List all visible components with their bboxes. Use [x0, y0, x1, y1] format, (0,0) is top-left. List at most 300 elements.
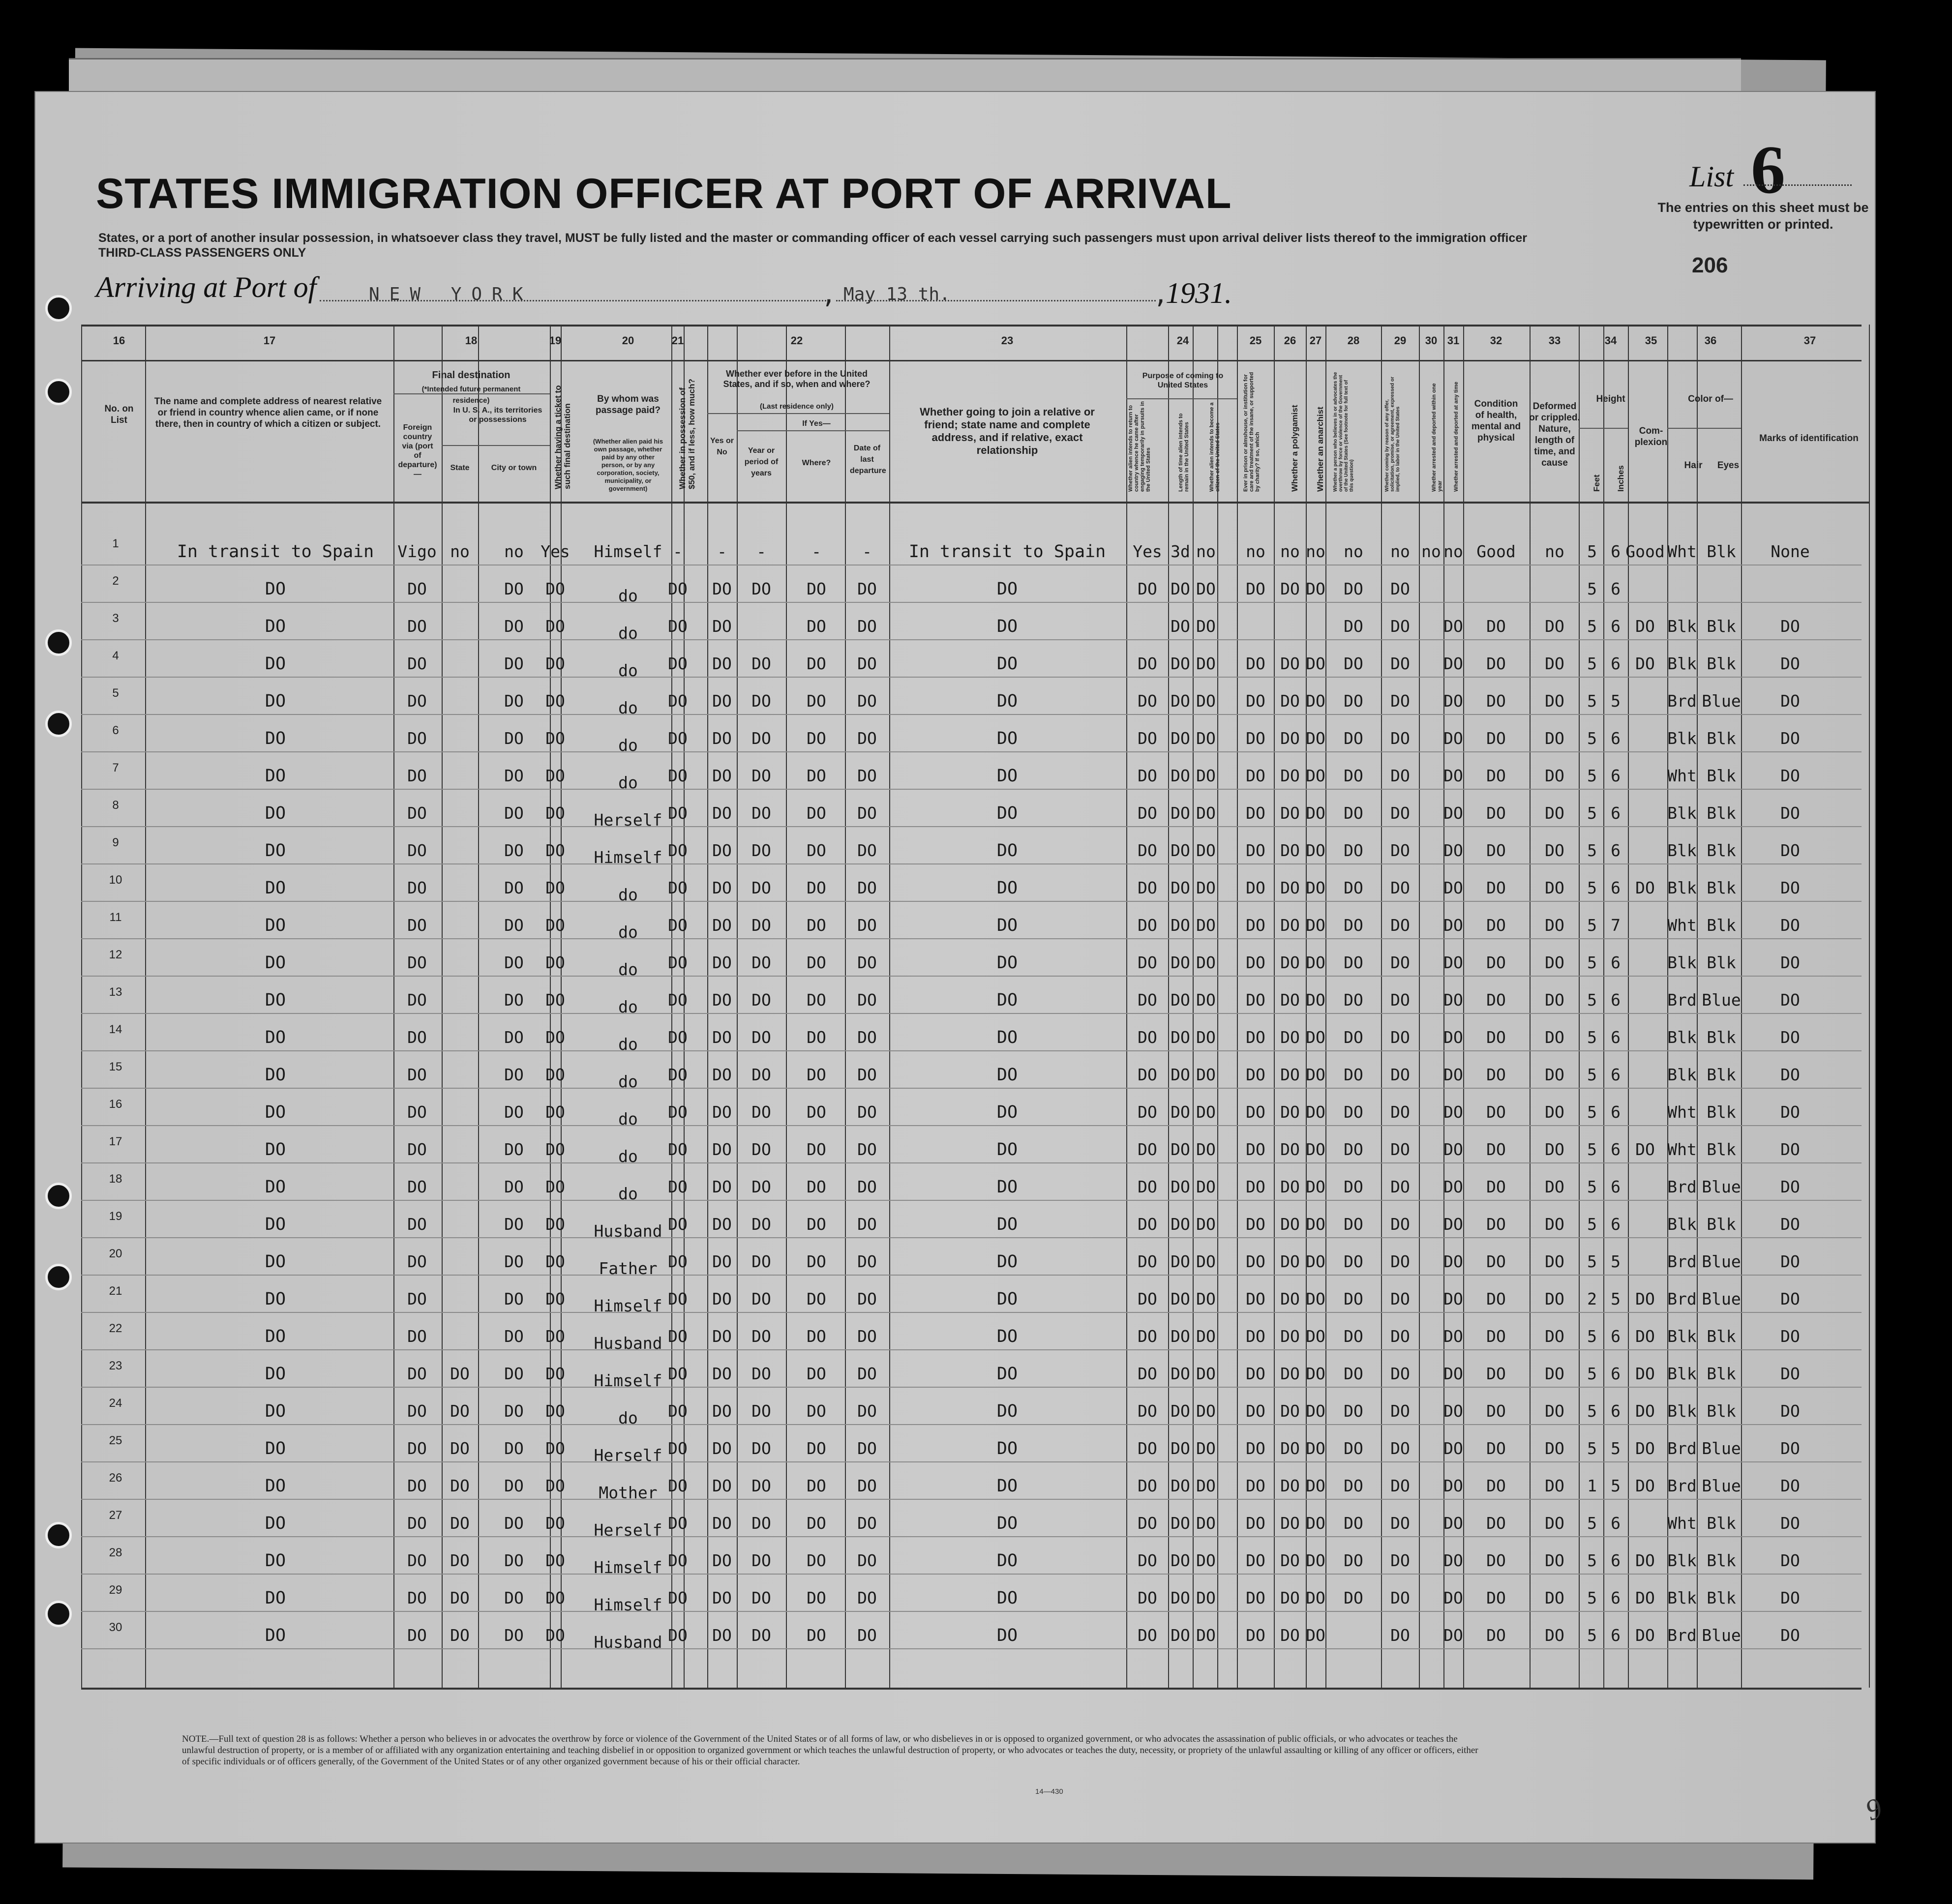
manifest-cell-eyes: Blk [1707, 1588, 1736, 1607]
manifest-cell-c24a: DO [1138, 803, 1157, 823]
manifest-cell-c27: DO [1306, 1364, 1325, 1383]
manifest-cell-c22a: DO [712, 1028, 732, 1047]
row-rule [81, 1275, 1862, 1276]
manifest-cell-c24a: Yes [1133, 542, 1162, 561]
manifest-cell-c18a: DO [407, 1215, 427, 1234]
row-number: 29 [109, 1583, 122, 1597]
manifest-cell-c29: DO [1390, 1065, 1410, 1084]
manifest-cell-c31: DO [1443, 1252, 1463, 1271]
manifest-cell-c31: DO [1443, 1028, 1463, 1047]
manifest-cell-c19: DO [545, 654, 565, 673]
manifest-cell-c23: DO [996, 1401, 1018, 1421]
manifest-cell-c26: DO [1280, 654, 1300, 673]
manifest-cell-c19: DO [545, 1065, 565, 1084]
manifest-cell-c24a: DO [1138, 1514, 1157, 1533]
manifest-cell-c24b: DO [1171, 1140, 1190, 1159]
manifest-cell-c25: DO [1246, 1252, 1265, 1271]
manifest-cell-c18c: DO [504, 1289, 524, 1309]
manifest-cell-c26: DO [1280, 803, 1300, 823]
manifest-cell-c33: DO [1545, 878, 1564, 897]
column-divider [1741, 325, 1742, 1688]
manifest-cell-inches: 6 [1611, 1065, 1621, 1084]
row-rule [81, 1536, 1862, 1537]
manifest-cell-c22d: DO [857, 803, 877, 823]
manifest-cell-c33: DO [1545, 1028, 1564, 1047]
manifest-cell-c24a: DO [1138, 1551, 1157, 1570]
manifest-cell-c24b: DO [1171, 803, 1190, 823]
column-divider [1381, 325, 1382, 1688]
manifest-cell-c27: DO [1306, 1327, 1325, 1346]
manifest-cell-c31: DO [1443, 1439, 1463, 1458]
manifest-cell-c25: no [1246, 542, 1265, 561]
manifest-cell-c18c: DO [504, 654, 524, 673]
row-number: 19 [109, 1210, 122, 1223]
manifest-cell-c33: DO [1545, 617, 1564, 636]
manifest-cell-c20: Himself [594, 848, 662, 867]
manifest-cell-c22a: - [717, 542, 727, 561]
manifest-cell-c26: DO [1280, 1514, 1300, 1533]
manifest-cell-c24b: 3d [1171, 542, 1190, 561]
manifest-cell-c31: DO [1443, 766, 1463, 785]
manifest-cell-hair: Blk [1667, 1065, 1697, 1084]
manifest-cell-c18a: DO [407, 1065, 427, 1084]
manifest-cell-c22c: DO [807, 1289, 826, 1309]
manifest-cell-eyes: Blk [1707, 654, 1736, 673]
manifest-cell-c24a: DO [1138, 654, 1157, 673]
manifest-cell-c23: DO [996, 878, 1018, 898]
manifest-cell-c28: DO [1344, 841, 1363, 860]
row-rule [81, 1125, 1862, 1126]
manifest-cell-c26: no [1280, 542, 1300, 561]
manifest-cell-c17: DO [265, 1514, 286, 1533]
column-number: 18 [465, 334, 478, 347]
manifest-cell-c20: Husband [594, 1633, 662, 1652]
manifest-cell-c23: DO [996, 1028, 1018, 1047]
manifest-cell-c22b: DO [751, 841, 771, 860]
manifest-cell-c18c: DO [504, 1626, 524, 1645]
manifest-cell-c24c: DO [1196, 878, 1216, 897]
column-divider [81, 325, 82, 1688]
column-number: 27 [1309, 334, 1322, 347]
header-state: State [450, 464, 470, 472]
manifest-cell-hair: Brd [1667, 990, 1697, 1010]
row-rule [81, 1611, 1862, 1612]
manifest-cell-c32: DO [1486, 654, 1506, 673]
corner-handwritten-mark: 9 [1861, 1791, 1887, 1827]
manifest-cell-c24c: DO [1196, 990, 1216, 1010]
manifest-cell-c21: DO [668, 1177, 688, 1196]
manifest-cell-inches: 6 [1611, 766, 1621, 785]
manifest-cell-c20: do [618, 1184, 638, 1203]
manifest-cell-c26: DO [1280, 1327, 1300, 1346]
manifest-cell-c28: DO [1344, 1252, 1363, 1271]
manifest-cell-c27: DO [1306, 691, 1325, 711]
manifest-cell-c22c: DO [807, 803, 826, 823]
row-rule [81, 1461, 1862, 1462]
manifest-cell-c35: DO [1635, 1140, 1655, 1159]
manifest-cell-eyes: Blk [1707, 729, 1736, 748]
manifest-cell-c17: DO [265, 766, 286, 786]
manifest-cell-c20: Himself [594, 1371, 662, 1390]
column-divider [1869, 325, 1870, 1688]
manifest-cell-c17: DO [265, 1252, 286, 1272]
manifest-cell-c37: DO [1780, 990, 1800, 1010]
manifest-cell-c20: do [618, 624, 638, 643]
column-number: 36 [1704, 334, 1717, 347]
manifest-cell-inches: 6 [1611, 990, 1621, 1010]
manifest-cell-feet: 5 [1587, 1327, 1597, 1346]
manifest-cell-c18a: DO [407, 841, 427, 860]
manifest-cell-c24b: DO [1171, 654, 1190, 673]
manifest-cell-c22b: DO [751, 1289, 771, 1309]
manifest-cell-c25: DO [1246, 841, 1265, 860]
manifest-cell-c21: DO [668, 766, 688, 785]
binder-hole [45, 1264, 72, 1290]
manifest-cell-c18b: no [450, 542, 470, 561]
manifest-cell-c32: DO [1486, 1215, 1506, 1234]
subheader-rule [1126, 398, 1237, 399]
manifest-cell-c22d: DO [857, 1252, 877, 1271]
manifest-cell-c32: DO [1486, 878, 1506, 897]
manifest-cell-c31: DO [1443, 916, 1463, 935]
manifest-cell-c20: Herself [594, 1446, 662, 1465]
manifest-cell-eyes: Blk [1707, 841, 1736, 860]
manifest-cell-c17: DO [265, 579, 286, 599]
instructions-text: States, or a port of another insular possession, in whatsoever class they travel, MUST be fully listed and the master or commanding officer of each vessel carrying such passengers must upon arrival deliver lists thereof to the immigration officer [98, 231, 1527, 245]
column-divider [1579, 325, 1580, 1688]
manifest-cell-c23: DO [996, 654, 1018, 674]
manifest-cell-c29: DO [1390, 654, 1410, 673]
binder-hole [45, 629, 72, 656]
manifest-cell-c26: DO [1280, 1551, 1300, 1570]
manifest-cell-c33: DO [1545, 1364, 1564, 1383]
manifest-cell-c32: DO [1486, 1476, 1506, 1495]
manifest-cell-c37: None [1771, 542, 1810, 561]
manifest-cell-c18c: DO [504, 1177, 524, 1196]
row-number: 14 [109, 1023, 122, 1036]
list-number: 6 [1751, 132, 1785, 208]
manifest-cell-c22a: DO [712, 1289, 732, 1309]
manifest-cell-c18a: DO [407, 1252, 427, 1271]
manifest-cell-c18c: DO [504, 691, 524, 711]
manifest-cell-c22a: DO [712, 729, 732, 748]
manifest-cell-c24a: DO [1138, 729, 1157, 748]
manifest-cell-c19: DO [545, 953, 565, 972]
manifest-cell-c22a: DO [712, 617, 732, 636]
manifest-cell-c27: DO [1306, 1065, 1325, 1084]
manifest-cell-eyes: Blk [1707, 1364, 1736, 1383]
manifest-cell-c24c: DO [1196, 729, 1216, 748]
manifest-cell-c26: DO [1280, 916, 1300, 935]
manifest-cell-feet: 5 [1587, 1401, 1597, 1421]
manifest-cell-c33: no [1545, 542, 1564, 561]
manifest-cell-c33: DO [1545, 1289, 1564, 1309]
manifest-cell-c22c: DO [807, 1102, 826, 1122]
manifest-cell-c24b: DO [1171, 766, 1190, 785]
manifest-cell-c17: DO [265, 803, 286, 823]
column-divider [737, 325, 738, 1688]
column-number: 17 [263, 334, 276, 347]
manifest-cell-c28: DO [1344, 766, 1363, 785]
manifest-cell-c32: DO [1486, 1401, 1506, 1421]
manifest-cell-c21: DO [668, 1028, 688, 1047]
binder-hole [45, 295, 72, 322]
manifest-cell-c27: DO [1306, 729, 1325, 748]
column-number: 34 [1604, 334, 1617, 347]
manifest-cell-c18b: DO [450, 1626, 470, 1645]
manifest-cell-c19: DO [545, 1140, 565, 1159]
manifest-cell-c29: DO [1390, 1028, 1410, 1047]
manifest-cell-c32: DO [1486, 1177, 1506, 1196]
manifest-cell-c33: DO [1545, 1065, 1564, 1084]
manifest-cell-c18c: DO [504, 1140, 524, 1159]
manifest-cell-c22d: DO [857, 1140, 877, 1159]
subheader-rule [1579, 428, 1628, 429]
column-divider [1697, 325, 1698, 1688]
manifest-cell-c20: Husband [594, 1334, 662, 1353]
manifest-cell-c21: DO [668, 579, 688, 598]
manifest-cell-c20: do [618, 960, 638, 979]
row-rule [81, 1162, 1862, 1163]
manifest-cell-c22d: DO [857, 729, 877, 748]
manifest-cell-c24a: DO [1138, 916, 1157, 935]
manifest-cell-c22b: DO [751, 1140, 771, 1159]
row-rule [81, 826, 1862, 827]
column-number: 26 [1284, 334, 1296, 347]
manifest-cell-c22c: DO [807, 1252, 826, 1271]
manifest-cell-hair: Blk [1667, 1364, 1697, 1383]
manifest-cell-eyes: Blk [1707, 1215, 1736, 1234]
manifest-cell-c25: DO [1246, 1215, 1265, 1234]
manifest-cell-c29: DO [1390, 1327, 1410, 1346]
manifest-cell-c26: DO [1280, 990, 1300, 1010]
manifest-cell-c22d: DO [857, 953, 877, 972]
manifest-cell-c24c: DO [1196, 1401, 1216, 1421]
manifest-cell-c24a: DO [1138, 1177, 1157, 1196]
manifest-cell-feet: 2 [1587, 1289, 1597, 1309]
subheader-rule [1667, 428, 1741, 429]
manifest-cell-c20: do [618, 922, 638, 942]
manifest-cell-c22d: DO [857, 1401, 877, 1421]
row-number: 17 [109, 1135, 122, 1148]
manifest-cell-c23: DO [996, 803, 1018, 823]
manifest-cell-c26: DO [1280, 1476, 1300, 1495]
manifest-cell-c19: DO [545, 1177, 565, 1196]
form-number: 14—430 [1035, 1787, 1063, 1796]
manifest-cell-c37: DO [1780, 841, 1800, 860]
manifest-cell-c22c: DO [807, 617, 826, 636]
manifest-cell-c21: DO [668, 1588, 688, 1607]
header-question-31: Whether arrested and deported at any time [1453, 382, 1459, 492]
manifest-cell-inches: 6 [1611, 1514, 1621, 1533]
manifest-cell-c19: DO [545, 1626, 565, 1645]
manifest-cell-c18c: DO [504, 1364, 524, 1383]
header-final-destination: Final destination [432, 370, 511, 381]
manifest-cell-inches: 6 [1611, 1028, 1621, 1047]
header-purpose-citizen: Whether alien intends to become a citizen of the United States [1209, 402, 1221, 492]
manifest-cell-hair: Wht [1667, 542, 1697, 561]
manifest-cell-c22c: DO [807, 1476, 826, 1495]
manifest-cell-c24b: DO [1171, 729, 1190, 748]
header-question-28: Whether a person who believes in or advocates the overthrow by force or violence of the Government of the United States (See footnote for full text of this question) [1333, 372, 1354, 492]
manifest-cell-inches: 6 [1611, 1626, 1621, 1645]
manifest-cell-c27: DO [1306, 579, 1325, 598]
manifest-cell-c24c: DO [1196, 1289, 1216, 1309]
manifest-cell-c18c: DO [504, 1215, 524, 1234]
row-number: 26 [109, 1471, 122, 1485]
header-no-on-list: No. on List [104, 404, 134, 425]
manifest-cell-c23: DO [996, 1215, 1018, 1234]
manifest-cell-c20: Himself [594, 542, 662, 561]
column-divider [1325, 325, 1326, 1688]
manifest-cell-c22d: DO [857, 691, 877, 711]
manifest-cell-inches: 6 [1611, 729, 1621, 748]
manifest-cell-c23: DO [996, 916, 1018, 935]
manifest-cell-feet: 5 [1587, 841, 1597, 860]
manifest-cell-hair: Blk [1667, 1028, 1697, 1047]
manifest-cell-c33: DO [1545, 691, 1564, 711]
manifest-cell-feet: 5 [1587, 1177, 1597, 1196]
manifest-cell-eyes: Blk [1707, 878, 1736, 897]
manifest-cell-c22b: DO [751, 1028, 771, 1047]
manifest-cell-c29: DO [1390, 766, 1410, 785]
binder-hole [45, 1183, 72, 1209]
manifest-cell-inches: 6 [1611, 878, 1621, 897]
row-number: 13 [109, 985, 122, 999]
table-bottom-rule [81, 1688, 1862, 1690]
manifest-cell-feet: 5 [1587, 691, 1597, 711]
row-number: 2 [112, 574, 119, 588]
manifest-cell-c18a: DO [407, 1327, 427, 1346]
manifest-cell-c37: DO [1780, 1102, 1800, 1122]
manifest-cell-c25: DO [1246, 1140, 1265, 1159]
manifest-cell-c22c: DO [807, 1401, 826, 1421]
column-number: 32 [1490, 334, 1502, 347]
column-number: 21 [671, 334, 684, 347]
manifest-cell-c33: DO [1545, 841, 1564, 860]
manifest-cell-c27: DO [1306, 1514, 1325, 1533]
manifest-cell-feet: 5 [1587, 1514, 1597, 1533]
manifest-cell-hair: Blk [1667, 1588, 1697, 1607]
manifest-cell-c24b: DO [1171, 841, 1190, 860]
manifest-cell-c23: DO [996, 990, 1018, 1010]
column-number: 35 [1645, 334, 1657, 347]
manifest-cell-c23: DO [996, 1140, 1018, 1160]
previous-page-edge [69, 58, 1741, 95]
manifest-cell-c18c: DO [504, 579, 524, 598]
manifest-cell-c21: DO [668, 1401, 688, 1421]
manifest-cell-hair: Brd [1667, 1626, 1697, 1645]
manifest-cell-inches: 6 [1611, 1215, 1621, 1234]
manifest-cell-c20: Himself [594, 1558, 662, 1577]
manifest-cell-eyes: Blk [1707, 542, 1736, 561]
manifest-cell-c22a: DO [712, 691, 732, 711]
column-divider [442, 325, 443, 1688]
manifest-cell-c28: DO [1344, 990, 1363, 1010]
manifest-cell-c17: DO [265, 1140, 286, 1160]
row-rule [81, 1088, 1862, 1089]
header-possession-50: Whether in possession of $50, and if less, how much? [678, 379, 696, 489]
manifest-cell-c35: DO [1635, 1626, 1655, 1645]
manifest-cell-c32: DO [1486, 1514, 1506, 1533]
manifest-cell-c24c: DO [1196, 617, 1216, 636]
manifest-cell-c33: DO [1545, 990, 1564, 1010]
manifest-cell-c28: DO [1344, 803, 1363, 823]
manifest-cell-c22a: DO [712, 1476, 732, 1495]
manifest-cell-c24c: DO [1196, 1514, 1216, 1533]
manifest-cell-c18c: DO [504, 1476, 524, 1495]
manifest-cell-c18a: DO [407, 1177, 427, 1196]
manifest-cell-c19: DO [545, 1588, 565, 1607]
manifest-cell-c35: DO [1635, 1439, 1655, 1458]
header-in-usa: In U. S. A., its territories or possessions [453, 406, 542, 424]
manifest-cell-c28: no [1344, 542, 1363, 561]
manifest-cell-c25: DO [1246, 1065, 1265, 1084]
arriving-label: Arriving at Port of [96, 271, 317, 303]
manifest-cell-c18a: DO [407, 803, 427, 823]
manifest-cell-inches: 6 [1611, 1401, 1621, 1421]
manifest-cell-c17: DO [265, 1102, 286, 1122]
manifest-cell-c25: DO [1246, 1289, 1265, 1309]
manifest-cell-c23: DO [996, 729, 1018, 748]
manifest-cell-c24c: DO [1196, 1364, 1216, 1383]
manifest-cell-c25: DO [1246, 1102, 1265, 1122]
manifest-cell-c26: DO [1280, 841, 1300, 860]
manifest-cell-c18a: DO [407, 729, 427, 748]
manifest-cell-c17: DO [265, 729, 286, 748]
manifest-cell-c22b: DO [751, 1551, 771, 1570]
manifest-cell-c20: Himself [594, 1296, 662, 1315]
column-divider [1217, 325, 1218, 1688]
manifest-cell-c26: DO [1280, 691, 1300, 711]
manifest-cell-c24c: DO [1196, 579, 1216, 598]
manifest-cell-c18a: DO [407, 1401, 427, 1421]
manifest-cell-eyes: Blk [1707, 1327, 1736, 1346]
manifest-cell-c18c: DO [504, 1327, 524, 1346]
manifest-cell-c32: DO [1486, 1626, 1506, 1645]
manifest-cell-c22c: DO [807, 1439, 826, 1458]
manifest-cell-feet: 5 [1587, 1588, 1597, 1607]
manifest-cell-c17: DO [265, 617, 286, 636]
manifest-cell-c26: DO [1280, 1364, 1300, 1383]
manifest-cell-c23: DO [996, 1551, 1018, 1571]
manifest-cell-c18a: DO [407, 766, 427, 785]
manifest-cell-c24b: DO [1171, 1252, 1190, 1271]
manifest-cell-c24b: DO [1171, 1327, 1190, 1346]
manifest-cell-c28: DO [1344, 1439, 1363, 1458]
row-rule [81, 1237, 1862, 1238]
manifest-cell-eyes: Blue [1702, 1177, 1741, 1196]
manifest-cell-inches: 6 [1611, 1588, 1621, 1607]
manifest-cell-c24c: DO [1196, 1065, 1216, 1084]
manifest-cell-hair: Brd [1667, 1177, 1697, 1196]
manifest-cell-c29: DO [1390, 1551, 1410, 1570]
manifest-cell-c35: DO [1635, 617, 1655, 636]
manifest-cell-c31: DO [1443, 691, 1463, 711]
manifest-cell-c27: DO [1306, 1215, 1325, 1234]
manifest-cell-feet: 5 [1587, 1439, 1597, 1458]
manifest-cell-c17: DO [265, 1177, 286, 1197]
manifest-cell-c29: no [1390, 542, 1410, 561]
column-number: 22 [790, 334, 803, 347]
manifest-cell-c31: DO [1443, 953, 1463, 972]
manifest-cell-c32: DO [1486, 1028, 1506, 1047]
manifest-cell-c33: DO [1545, 1177, 1564, 1196]
row-number: 23 [109, 1359, 122, 1372]
manifest-cell-c24b: DO [1171, 953, 1190, 972]
manifest-cell-c32: DO [1486, 1102, 1506, 1122]
manifest-cell-c25: DO [1246, 766, 1265, 785]
